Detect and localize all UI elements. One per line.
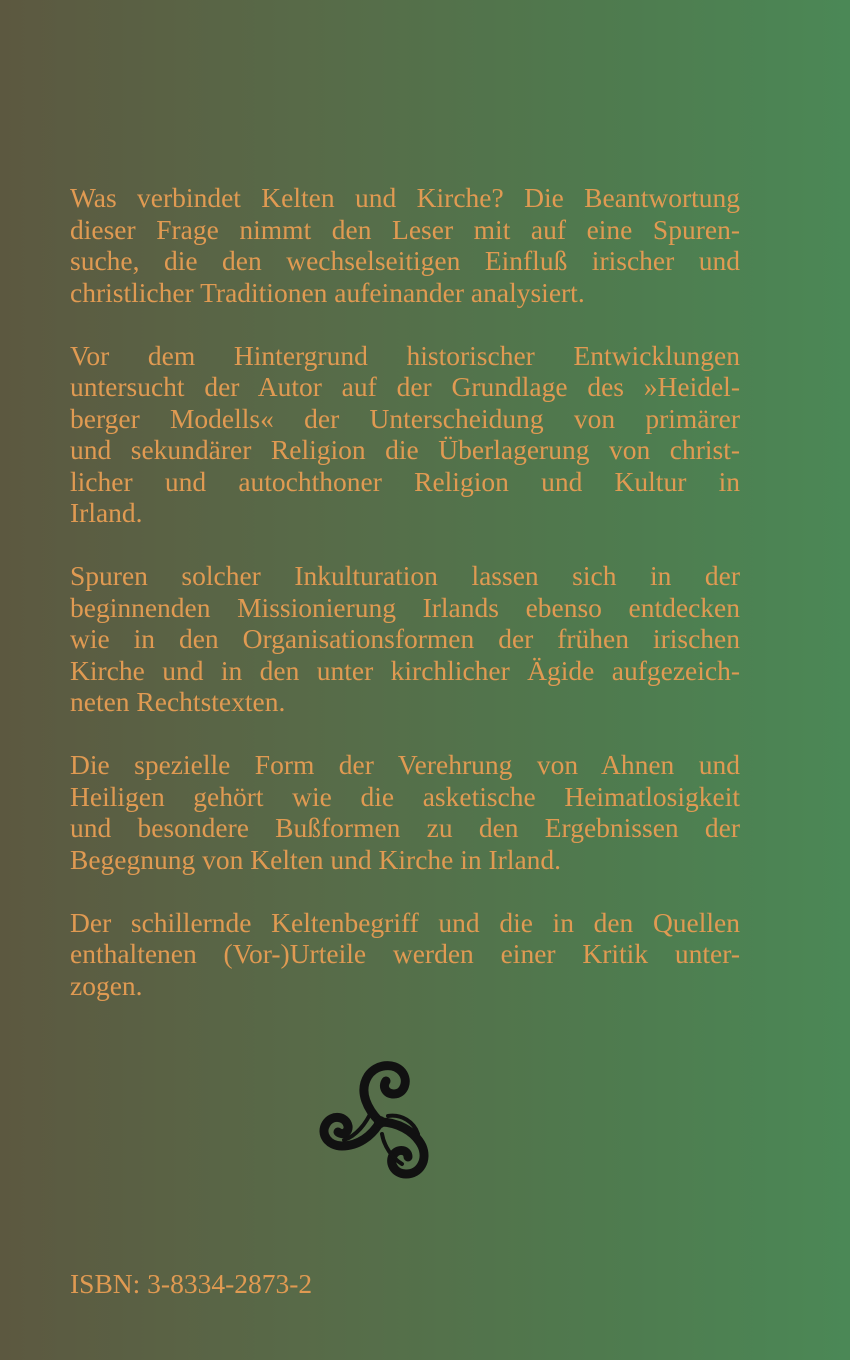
paragraph-4 — [70, 749, 740, 875]
text-line: Spuren solcher Inkulturation lassen sich in der — [70, 560, 740, 591]
text-line: zogen. — [70, 969, 143, 1001]
text-line: berger Modells« der Unterscheidung von primärer — [70, 402, 740, 434]
text-line: dieser Frage nimmt den Leser mit auf eine Spuren- — [70, 213, 740, 245]
text-line: und besondere Bußformen zu den Ergebnissen der — [70, 812, 740, 843]
text-line: Irland. — [70, 497, 143, 528]
paragraph-1 — [70, 182, 740, 308]
isbn-label: ISBN: 3-8334-2873-2 — [70, 1268, 313, 1299]
text-line: Vor dem Hintergrund historischer Entwicklungen — [70, 339, 740, 371]
text-line: und sekundärer Religion die Überlagerung von christ- — [70, 434, 740, 465]
paragraph-3 — [70, 560, 740, 718]
text-line: neten Rechtstexten. — [70, 686, 286, 717]
text-line: christlicher Traditionen aufeinander analysiert. — [70, 276, 585, 308]
text-line: licher und autochthoner Religion und Kultur in — [70, 465, 740, 497]
text-line: untersucht der Autor auf der Grundlage des »Heidel- — [70, 371, 740, 402]
text-line: suche, die den wechselseitigen Einfluß irischer und — [70, 245, 740, 276]
text-line: enthaltenen (Vor-)Urteile werden einer Kritik unter- — [70, 938, 740, 969]
triskele-icon — [310, 1050, 450, 1190]
paragraph-2 — [70, 340, 740, 529]
text-line: beginnenden Missionierung Irlands ebenso entdecken — [70, 591, 740, 623]
paragraph-5 — [70, 907, 740, 1002]
text-line: Der schillernde Keltenbegriff und die in den Quellen — [70, 906, 740, 938]
text-line: Heiligen gehört wie die asketische Heimatlosigkeit — [70, 780, 740, 812]
text-line: Kirche und in den unter kirchlicher Ägide aufgezeich- — [70, 654, 740, 686]
text-line: wie in den Organisationsformen der frühen irischen — [70, 623, 740, 654]
blurb-text — [70, 182, 740, 1033]
text-line: Die spezielle Form der Verehrung von Ahnen und — [70, 749, 740, 780]
text-line: Was verbindet Kelten und Kirche? Die Beantwortung — [70, 182, 740, 213]
text-line: Begegnung von Kelten und Kirche in Irland. — [70, 843, 562, 875]
